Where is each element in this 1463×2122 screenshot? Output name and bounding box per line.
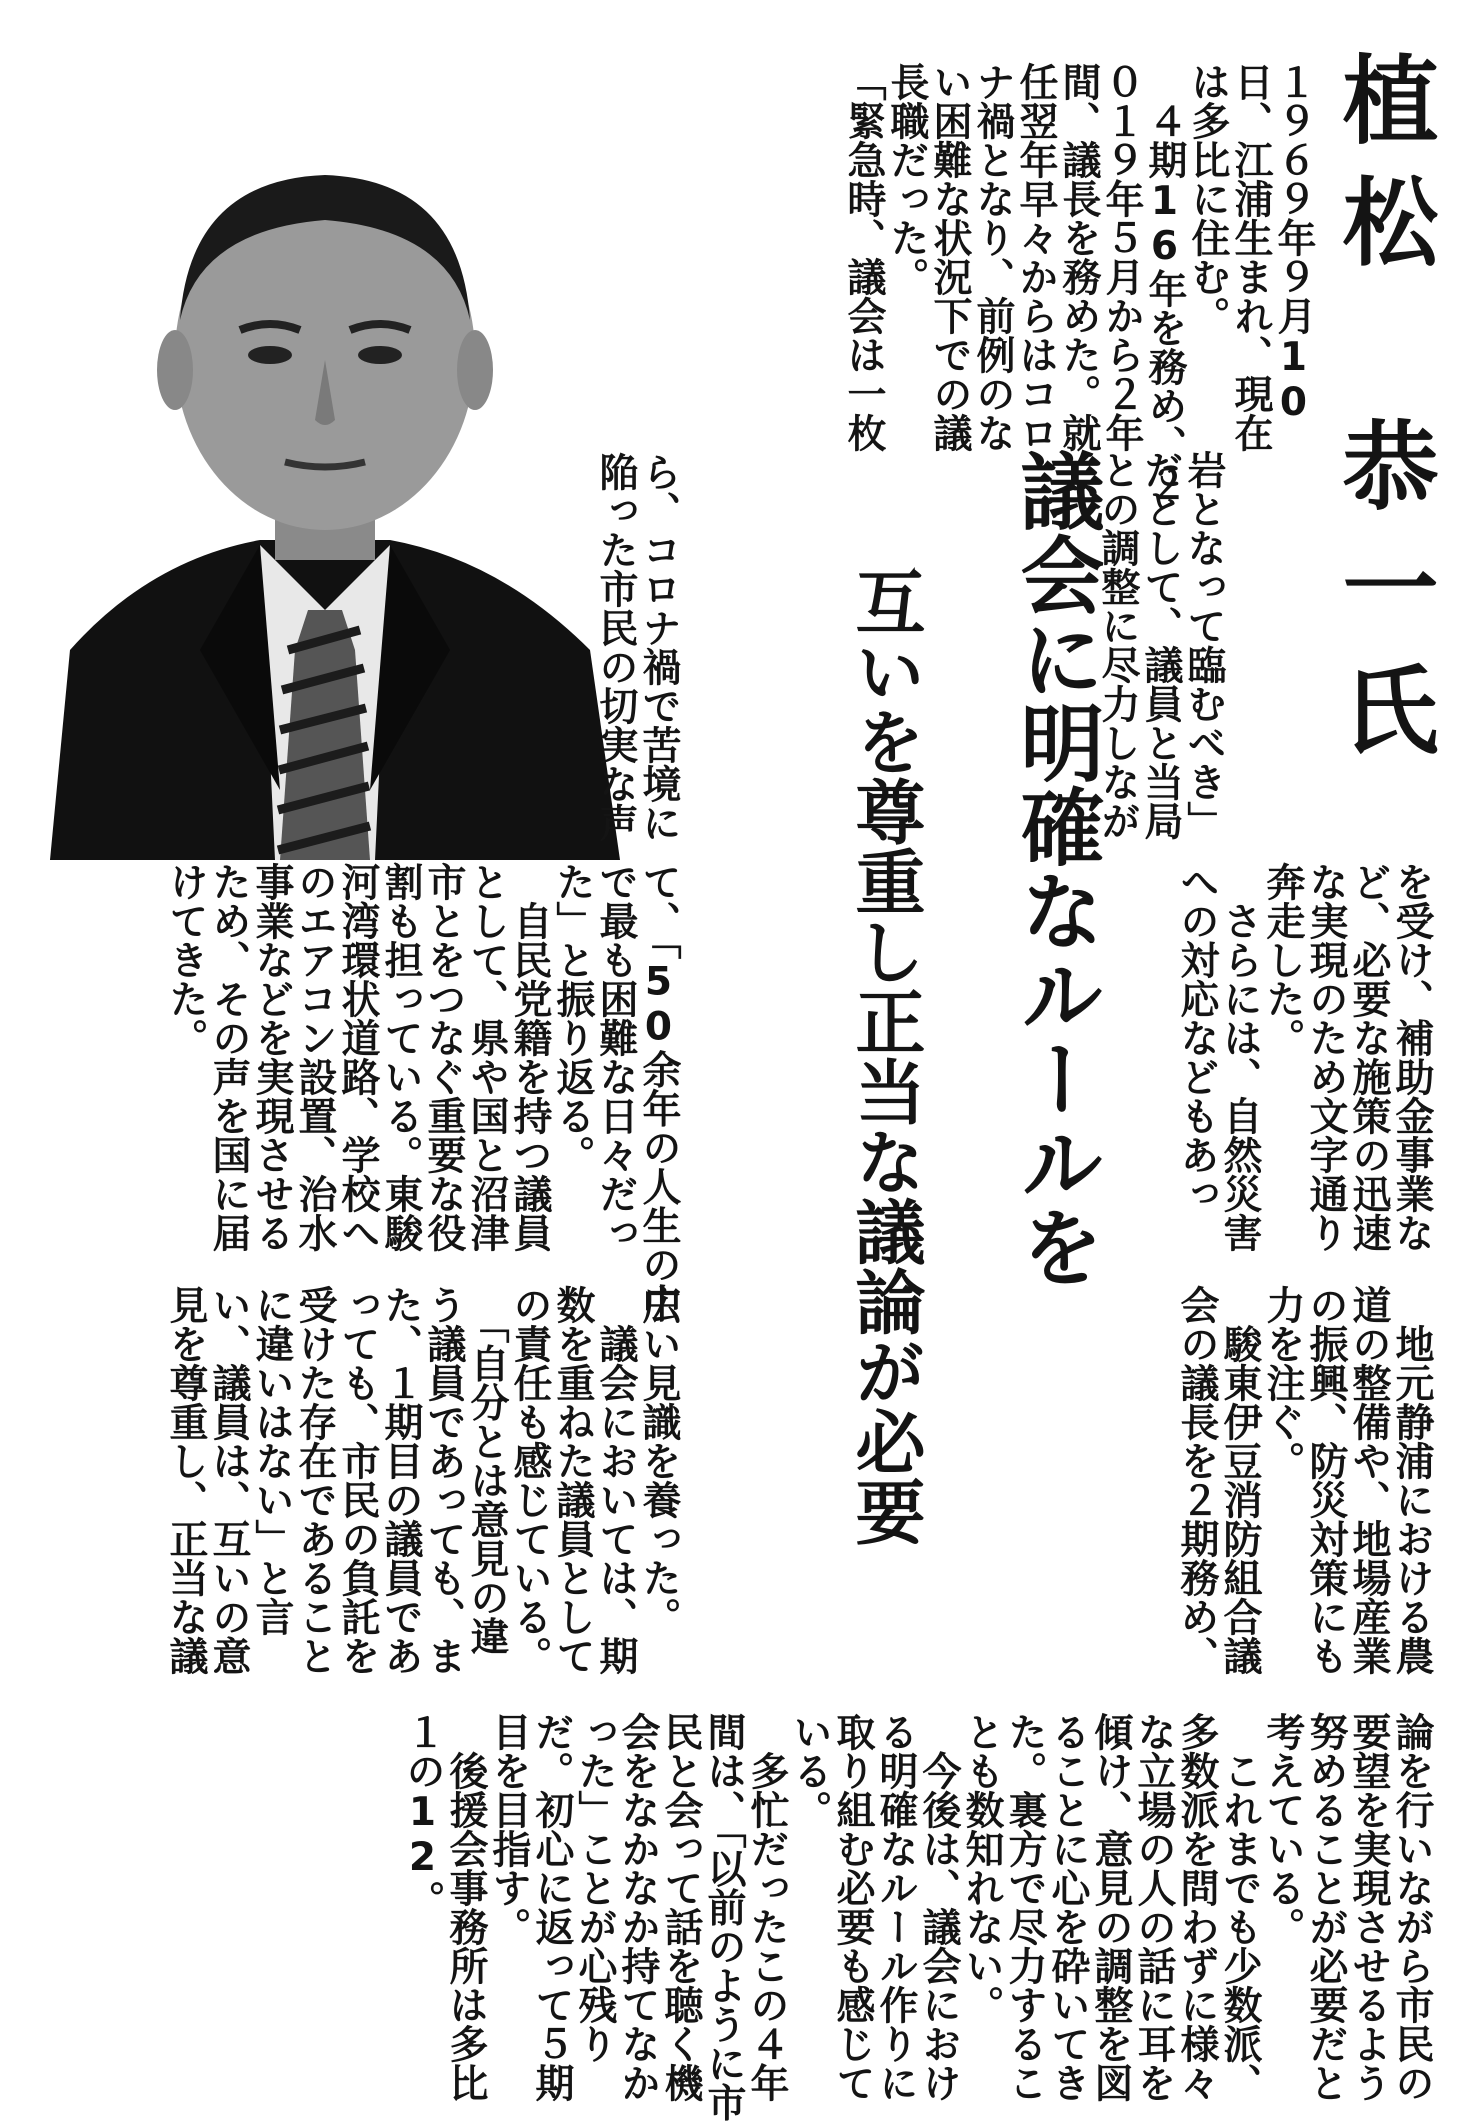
body-paragraph: て、「50余年の人生の中 で最も困難な日々だっ た」と振り返る。 自民党籍を持つ議員 として、県や国と沼津 市とをつなぐ重要な役 割も担っている。東駿 河湾環状道路、学校へ のエアコン設置、治水 事業などを実現させる ため、その声を国に届 けてきた。 xyxy=(163,862,681,1323)
body-paragraph: 広い見識を養った。 議会においては、期 数を重ねた議員として の責任も感じている。 「自分とは意見の違 う議員であっても、ま た、１期目の議員であ っても、市民の負託を 受けた存在であること に違いはない」と言 い、議員は、互いの意 見を尊重し、正当な議 xyxy=(163,1285,681,1675)
body-paragraph: を受け、補助金事業な ど、必要な施策の迅速 な実現のため文字通り 奔走した。 さらには、自然災害 への対応などもあっ xyxy=(1174,862,1434,1252)
name-title: 植松 恭一氏 xyxy=(1327,50,1439,782)
body-paragraph-continuation: 岩となって臨むべき」 だとして、議員と当局 との調整に尽力しなが xyxy=(1095,450,1226,840)
intro-paragraph: １９６９年９月10 日、江浦生まれ、現在 は多比に住む。 ４期16年を務め、２ ０１９年５月から２年 間、議長を務めた。就 任翌年早々からはコロ ナ禍となり、前例のな い困難な状況下での議 長職だった。 「緊急時、議会は一枚 xyxy=(841,62,1316,503)
body-paragraph-continuation: ら、コロナ禍で苦境に 陥った市民の切実な声 xyxy=(593,452,681,842)
body-paragraph: 論を行いながら市民の 要望を実現させるよう 努めることが必要だと 考えている。 これまでも少数派、 多数派を問わずに様々 な立場の人の話に耳を 傾け、意見の調整を図 ることに心を砕いてき た。裏方で尽力するこ とも数知れない。 今後は、議会におけ る明確なルール作りに 取り組む必要も感じて いる。 多忙だったこの４年 間は、「以前のように市 民と会って話を聴く機 会をなかなか持てなか った」ことが心残り だ。初心に返って５期 目を目指す。 後援会事務所は多比 １の12。 xyxy=(400,1712,1434,2122)
body-paragraph: 地元静浦における農 道の整備や、地場産業 の振興、防災対策にも 力を注ぐ。 駿東伊豆消防組合議 会の議長を２期務め、 xyxy=(1174,1285,1434,1675)
portrait-photo xyxy=(30,90,620,860)
headline-main: 議会に明確なルールを xyxy=(1007,448,1105,1288)
headline-sub: 互いを尊重し正当な議論が必要 xyxy=(844,566,926,1546)
